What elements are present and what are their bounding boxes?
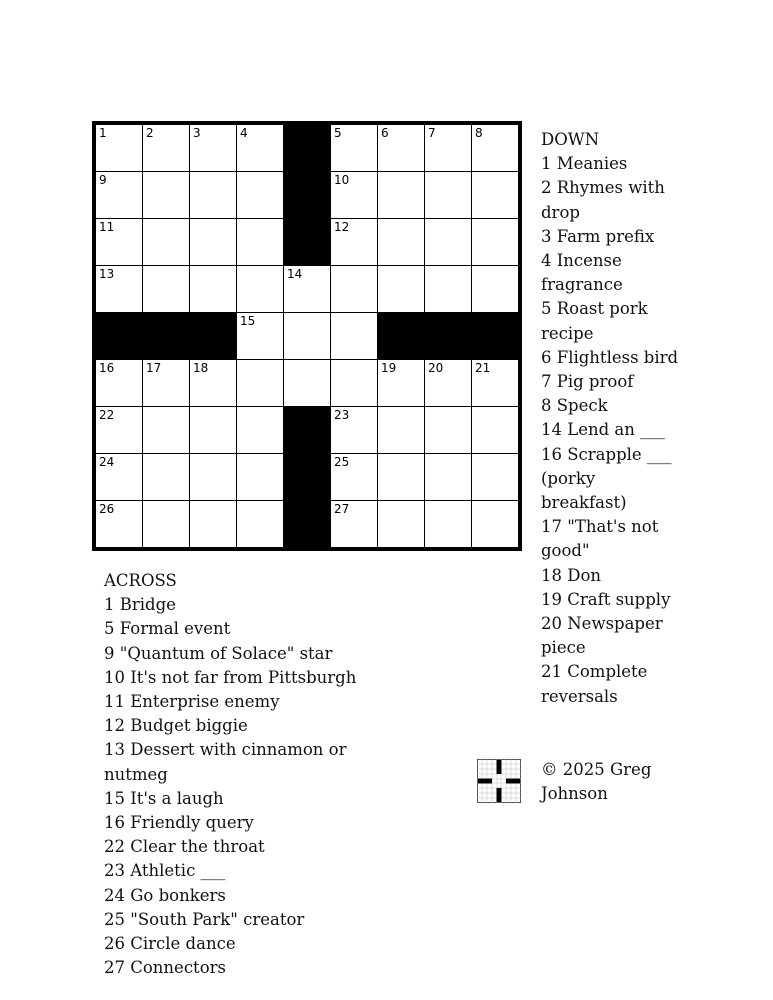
clue-number: 8: [475, 126, 483, 140]
clue-number: 20: [428, 361, 444, 375]
down-clue: 14 Lend an ___: [541, 420, 665, 440]
down-clue: breakfast): [541, 493, 627, 513]
grid-cell[interactable]: [237, 313, 283, 359]
grid-cell[interactable]: [143, 407, 189, 453]
grid-cell[interactable]: [331, 313, 377, 359]
across-clue: 23 Athletic ___: [104, 861, 226, 881]
grid-cell[interactable]: [284, 313, 330, 359]
grid-cell[interactable]: [143, 360, 189, 406]
across-clue: nutmeg: [104, 764, 168, 784]
grid-cell[interactable]: [237, 219, 283, 265]
grid-cell[interactable]: [237, 125, 283, 171]
grid-cell[interactable]: [331, 125, 377, 171]
black-square: [284, 219, 330, 265]
clue-number: 5: [334, 126, 342, 140]
grid-cell[interactable]: [425, 407, 471, 453]
across-clue: 12 Budget biggie: [104, 716, 248, 736]
copyright-line-2: Johnson: [541, 784, 608, 804]
grid-cell[interactable]: [190, 125, 236, 171]
down-clue: 21 Complete: [541, 662, 648, 682]
grid-cell[interactable]: [143, 172, 189, 218]
grid-cell[interactable]: [472, 219, 518, 265]
grid-cell[interactable]: [96, 219, 142, 265]
clue-number: 25: [334, 455, 350, 469]
grid-cell[interactable]: [472, 360, 518, 406]
across-clue: 22 Clear the throat: [104, 837, 265, 857]
grid-cell[interactable]: [96, 501, 142, 547]
grid-cell[interactable]: [190, 219, 236, 265]
grid-cell[interactable]: [425, 360, 471, 406]
clue-number: 7: [428, 126, 436, 140]
grid-cell[interactable]: [143, 125, 189, 171]
clue-number: 18: [193, 361, 209, 375]
down-clue: piece: [541, 638, 586, 658]
grid-cell[interactable]: [331, 501, 377, 547]
clue-number: 26: [99, 502, 115, 516]
clue-number: 22: [99, 408, 115, 422]
clue-number: 10: [334, 173, 350, 187]
grid-cell[interactable]: [237, 501, 283, 547]
down-clues: [541, 128, 701, 709]
down-clue: reversals: [541, 686, 618, 706]
grid-cell[interactable]: [190, 407, 236, 453]
grid-cell[interactable]: [378, 125, 424, 171]
clue-number: 17: [146, 361, 162, 375]
clue-number: 24: [99, 455, 115, 469]
grid-cell[interactable]: [378, 266, 424, 312]
down-clue: 5 Roast pork: [541, 299, 648, 319]
grid-cell[interactable]: [190, 266, 236, 312]
grid-cell[interactable]: [378, 172, 424, 218]
across-clue: 26 Circle dance: [104, 934, 236, 954]
grid-cell[interactable]: [472, 125, 518, 171]
black-square: [284, 501, 330, 547]
clue-number: 27: [334, 502, 350, 516]
grid-cell[interactable]: [472, 266, 518, 312]
black-square: [96, 313, 142, 359]
clue-number: 19: [381, 361, 397, 375]
grid-cell[interactable]: [425, 501, 471, 547]
clue-number: 23: [334, 408, 350, 422]
black-square: [472, 313, 518, 359]
grid-cell[interactable]: [143, 454, 189, 500]
across-clue: 5 Formal event: [104, 619, 231, 639]
grid-cell[interactable]: [143, 501, 189, 547]
down-clue: drop: [541, 202, 580, 222]
grid-cell[interactable]: [190, 454, 236, 500]
clue-number: 6: [381, 126, 389, 140]
grid-cell[interactable]: [331, 360, 377, 406]
black-square: [284, 125, 330, 171]
grid-cell[interactable]: [96, 125, 142, 171]
grid-cell[interactable]: [472, 172, 518, 218]
grid-cell[interactable]: [284, 266, 330, 312]
clue-number: 12: [334, 220, 350, 234]
across-heading: ACROSS: [104, 571, 177, 590]
grid-cell[interactable]: [331, 219, 377, 265]
grid-cell[interactable]: [425, 454, 471, 500]
down-clue: 19 Craft supply: [541, 589, 671, 609]
grid-cell[interactable]: [237, 407, 283, 453]
clue-number: 13: [99, 267, 115, 281]
down-clue: 7 Pig proof: [541, 372, 634, 392]
black-square: [284, 407, 330, 453]
clue-number: 14: [287, 267, 303, 281]
clue-number: 3: [193, 126, 201, 140]
down-clue: 4 Incense: [541, 251, 622, 271]
grid-cell[interactable]: [237, 172, 283, 218]
black-square: [284, 172, 330, 218]
clue-number: 9: [99, 173, 107, 187]
grid-cell[interactable]: [143, 219, 189, 265]
grid-cell[interactable]: [237, 266, 283, 312]
across-clues: [104, 569, 404, 980]
clue-number: 11: [99, 220, 115, 234]
grid-cell[interactable]: [378, 360, 424, 406]
across-clue: 24 Go bonkers: [104, 885, 226, 905]
grid-cell[interactable]: [96, 407, 142, 453]
grid-cell[interactable]: [472, 407, 518, 453]
copyright-notice: [541, 758, 701, 806]
across-clue: 16 Friendly query: [104, 813, 254, 833]
grid-cell[interactable]: [96, 360, 142, 406]
grid-cell[interactable]: [472, 454, 518, 500]
grid-cell[interactable]: [190, 501, 236, 547]
clue-number: 21: [475, 361, 491, 375]
grid-cell[interactable]: [378, 407, 424, 453]
grid-cell[interactable]: [96, 172, 142, 218]
grid-cell[interactable]: [378, 454, 424, 500]
grid-cell[interactable]: [425, 172, 471, 218]
black-square: [284, 454, 330, 500]
grid-cell[interactable]: [237, 454, 283, 500]
grid-cell[interactable]: [284, 360, 330, 406]
grid-cell[interactable]: [378, 219, 424, 265]
down-clue: 2 Rhymes with: [541, 178, 665, 198]
grid-cell[interactable]: [331, 454, 377, 500]
down-clue: fragrance: [541, 275, 623, 295]
grid-cell[interactable]: [425, 266, 471, 312]
down-clue: 16 Scrapple ___: [541, 444, 672, 464]
across-clue: 25 "South Park" creator: [104, 909, 305, 929]
grid-cell[interactable]: [190, 360, 236, 406]
grid-cell[interactable]: [331, 172, 377, 218]
across-clue: 1 Bridge: [104, 595, 176, 615]
clue-number: 2: [146, 126, 154, 140]
clue-number: 1: [99, 126, 107, 140]
across-clue: 10 It's not far from Pittsburgh: [104, 667, 357, 687]
down-clue: 1 Meanies: [541, 154, 628, 174]
grid-cell[interactable]: [331, 407, 377, 453]
clue-number: 4: [240, 126, 248, 140]
down-clue: 20 Newspaper: [541, 614, 663, 634]
down-clue: 8 Speck: [541, 396, 608, 416]
across-clue: 27 Connectors: [104, 958, 226, 978]
across-clue: 15 It's a laugh: [104, 788, 224, 808]
clue-number: 16: [99, 361, 115, 375]
black-square: [190, 313, 236, 359]
mini-crossword-grid-icon: [477, 759, 521, 803]
down-clue: 17 "That's not: [541, 517, 659, 537]
grid-cell[interactable]: [190, 172, 236, 218]
clue-number: 15: [240, 314, 256, 328]
crossword-grid: [92, 121, 522, 551]
down-clue: 18 Don: [541, 565, 602, 585]
grid-cell[interactable]: [237, 360, 283, 406]
black-square: [425, 313, 471, 359]
copyright-line-1: © 2025 Greg: [541, 760, 652, 779]
down-clue: 3 Farm prefix: [541, 226, 655, 246]
grid-cell[interactable]: [143, 266, 189, 312]
grid-cell[interactable]: [472, 501, 518, 547]
grid-cell[interactable]: [425, 219, 471, 265]
grid-cell[interactable]: [425, 125, 471, 171]
down-clue: (porky: [541, 468, 596, 488]
grid-cell[interactable]: [378, 501, 424, 547]
across-clue: 11 Enterprise enemy: [104, 692, 280, 712]
down-clue: good": [541, 541, 590, 561]
down-clue: 6 Flightless bird: [541, 347, 679, 367]
grid-cell[interactable]: [96, 266, 142, 312]
black-square: [378, 313, 424, 359]
across-clue: 13 Dessert with cinnamon or: [104, 740, 347, 760]
across-clue: 9 "Quantum of Solace" star: [104, 643, 333, 663]
down-heading: DOWN: [541, 130, 600, 149]
black-square: [143, 313, 189, 359]
grid-cell[interactable]: [331, 266, 377, 312]
grid-cell[interactable]: [96, 454, 142, 500]
down-clue: recipe: [541, 323, 594, 343]
